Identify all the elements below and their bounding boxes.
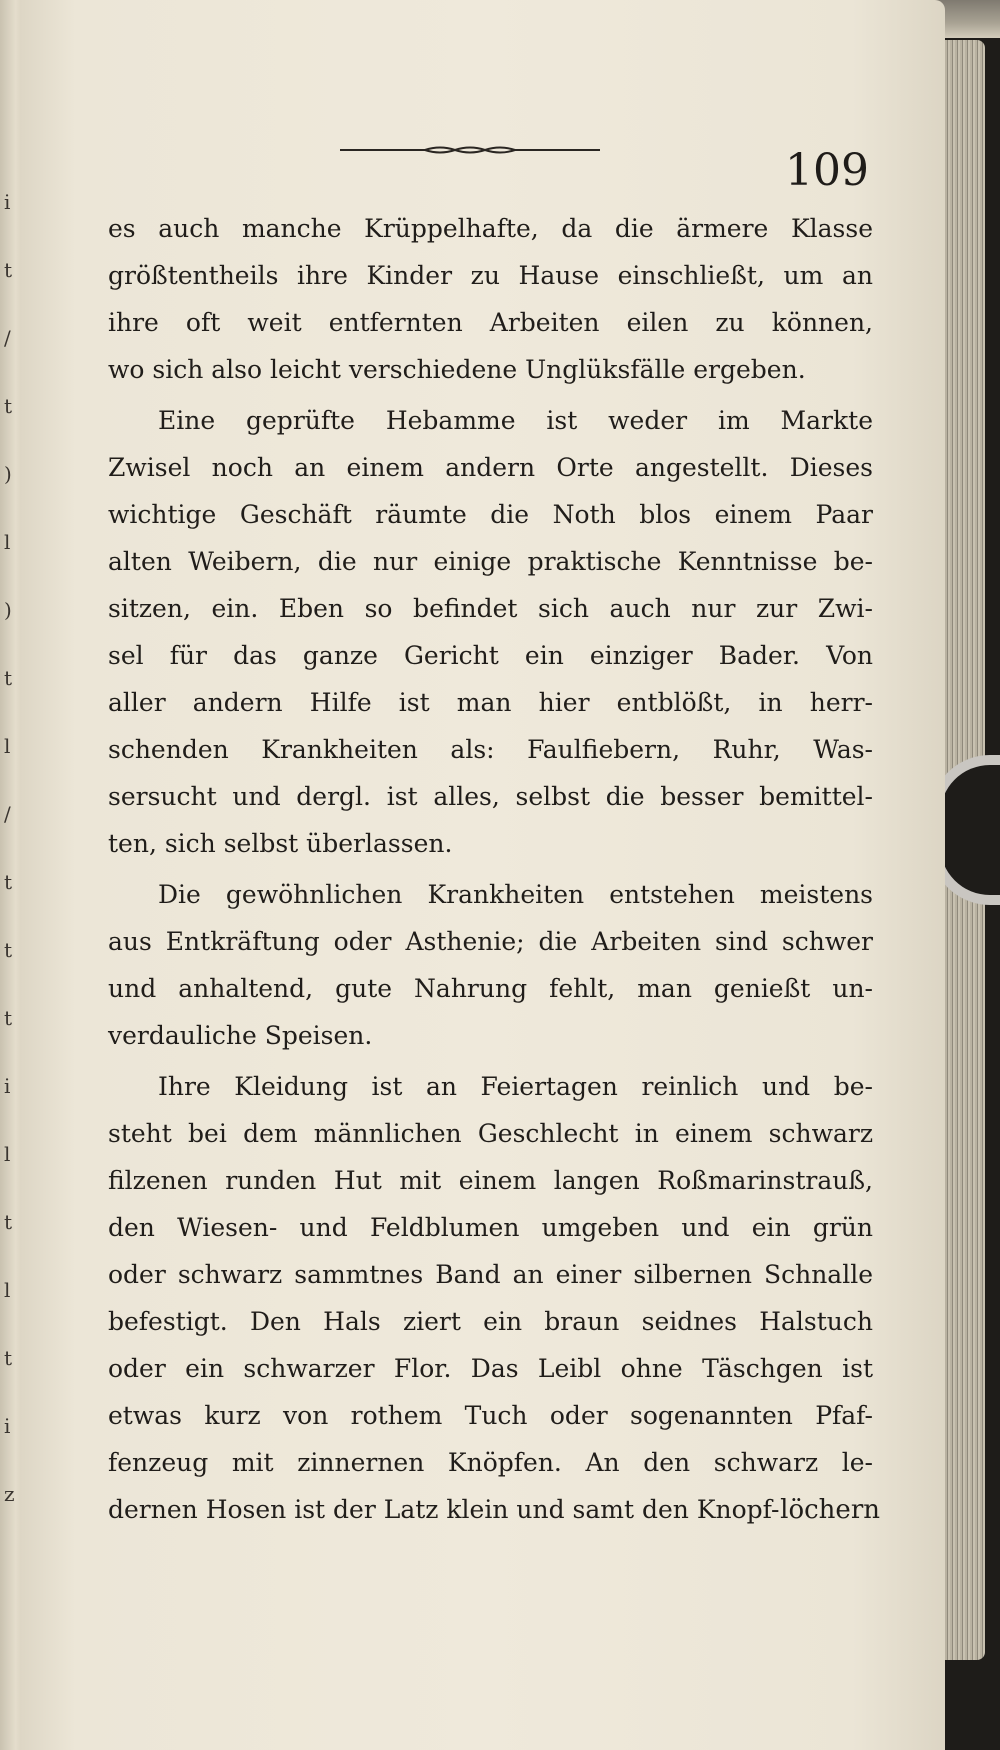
text-line: aus Entkräftung oder Asthenie; die Arbeiten sind schwer	[108, 927, 873, 956]
text-line: sitzen, ein. Eben so befindet sich auch nur zur Zwi-	[108, 594, 873, 623]
text-line: dernen Hosen ist der Latz klein und samt den Knopf-	[108, 1495, 780, 1524]
text-line: Ihre Kleidung ist an Feiertagen reinlich und be-	[158, 1072, 873, 1101]
text-line: fenzeug mit zinnernen Knöpfen. An den schwarz le-	[108, 1448, 873, 1477]
margin-glyph: i	[4, 190, 11, 214]
margin-glyph: /	[4, 802, 11, 826]
paragraph-3	[108, 871, 873, 1059]
margin-glyph: t	[4, 258, 13, 282]
page-number: 109	[785, 145, 869, 196]
margin-glyph: )	[4, 598, 12, 622]
text-line: wichtige Geschäft räumte die Noth blos einem Paar	[108, 500, 873, 529]
margin-glyph: t	[4, 666, 13, 690]
margin-glyph: z	[4, 1482, 15, 1506]
text-line: den Wiesen- und Feldblumen umgeben und ein grün	[108, 1213, 873, 1242]
body-text	[108, 205, 873, 1533]
margin-glyph: i	[4, 1074, 11, 1098]
header-ornament-rule	[340, 145, 600, 155]
catchword: löchern	[780, 1495, 880, 1525]
text-line: Zwisel noch an einem andern Orte angestellt. Dieses	[108, 453, 873, 482]
text-line: befestigt. Den Hals ziert ein braun seidnes Halstuch	[108, 1307, 873, 1336]
paragraph-4	[108, 1063, 873, 1533]
text-line: größtentheils ihre Kinder zu Hause einschließt, um an	[108, 261, 873, 290]
text-line: schenden Krankheiten als: Faulfiebern, Ruhr, Was-	[108, 735, 873, 764]
text-line: filzenen runden Hut mit einem langen Roßmarinstrauß,	[108, 1166, 873, 1195]
margin-glyph: t	[4, 938, 13, 962]
paragraph-1	[108, 205, 873, 393]
margin-glyph: )	[4, 462, 12, 486]
margin-glyph: l	[4, 1142, 11, 1166]
text-line: es auch manche Krüppelhafte, da die ärmere Klasse	[108, 214, 873, 243]
text-line: oder schwarz sammtnes Band an einer silbernen Schnalle	[108, 1260, 873, 1289]
margin-glyph: t	[4, 394, 13, 418]
paragraph-2	[108, 397, 873, 867]
margin-glyph: t	[4, 1210, 13, 1234]
margin-glyph: l	[4, 734, 11, 758]
margin-glyph: t	[4, 1346, 13, 1370]
text-line: sel für das ganze Gericht ein einziger Bader. Von	[108, 641, 873, 670]
text-line: und anhaltend, gute Nahrung fehlt, man genießt un-	[108, 974, 873, 1003]
margin-glyph: t	[4, 870, 13, 894]
text-line: ten, sich selbst überlassen.	[108, 829, 453, 858]
margin-glyph: l	[4, 530, 11, 554]
margin-glyph: i	[4, 1414, 11, 1438]
text-line: Eine geprüfte Hebamme ist weder im Markte	[158, 406, 873, 435]
text-line: ihre oft weit entfernten Arbeiten eilen zu können,	[108, 308, 873, 337]
text-line: aller andern Hilfe ist man hier entblößt, in herr-	[108, 688, 873, 717]
margin-glyph: l	[4, 1278, 11, 1302]
text-line: Die gewöhnlichen Krankheiten entstehen meistens	[158, 880, 873, 909]
margin-glyph: t	[4, 1006, 13, 1030]
book-page	[20, 0, 945, 1750]
text-line: alten Weibern, die nur einige praktische Kenntnisse be-	[108, 547, 873, 576]
text-line: etwas kurz von rothem Tuch oder sogenannten Pfaf-	[108, 1401, 873, 1430]
text-line: wo sich also leicht verschiedene Unglüksfälle ergeben.	[108, 355, 806, 384]
text-line: sersucht und dergl. ist alles, selbst die besser bemittel-	[108, 782, 873, 811]
text-line: steht bei dem männlichen Geschlecht in einem schwarz	[108, 1119, 873, 1148]
text-line: verdauliche Speisen.	[108, 1021, 373, 1050]
text-line: oder ein schwarzer Flor. Das Leibl ohne Täschgen ist	[108, 1354, 873, 1383]
margin-glyph: /	[4, 326, 11, 350]
